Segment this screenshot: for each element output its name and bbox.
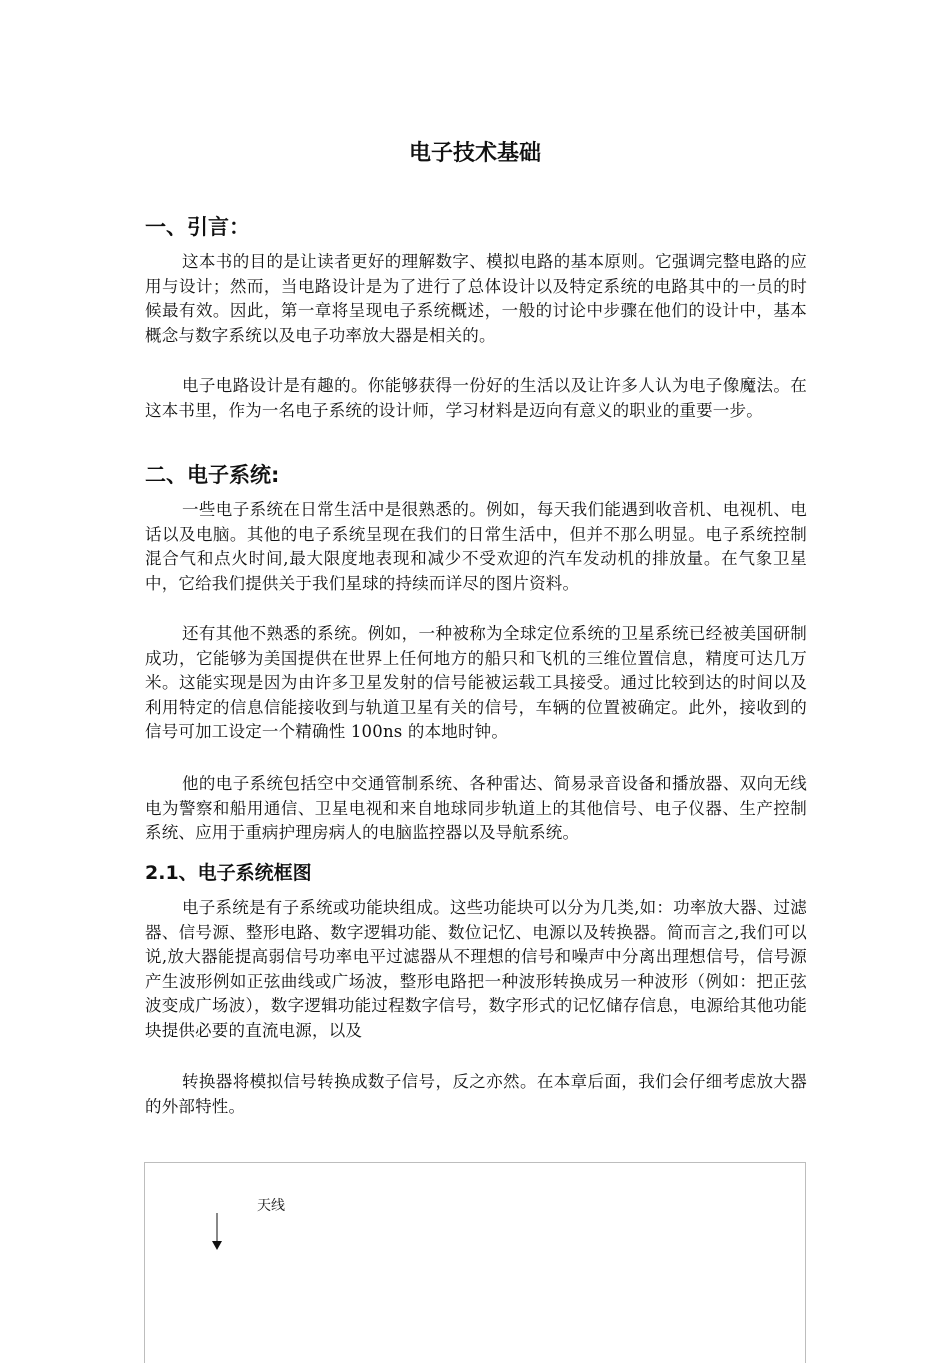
down-arrow-icon xyxy=(211,1213,223,1253)
paragraph: 还有其他不熟悉的系统。例如，一种被称为全球定位系统的卫星系统已经被美国研制成功，它能够为美国提供在世界上任何地方的船只和飞机的三维位置信息，精度可达几万米。这能实现是因为由许多卫星发射的信号能被运载工具接受。通过比较到达的时间以及利用特定的信息信能接收到与轨道卫星有关的信号，车辆的位置被确定。此外，接收到的信号可加工设定一个精确性 100ns 的本地时钟。 xyxy=(145,624,807,742)
section-heading-electronic-systems: 二、电子系统: xyxy=(145,463,280,487)
paragraph: 他的电子系统包括空中交通管制系统、各种雷达、简易录音设备和播放器、双向无线电为警察和船用通信、卫星电视和来自地球同步轨道上的其他信号、电子仪器、生产控制系统、应用于重病护理房病人的电脑监控器以及导航系统。 xyxy=(145,774,807,843)
paragraph: 这本书的目的是让读者更好的理解数字、模拟电路的基本原则。它强调完整电路的应用与设计；然而，当电路设计是为了进行了总体设计以及特定系统的电路其中的一员的时候最有效。因此，第一章将呈现电子系统概述，一般的讨论中步骤在他们的设计中，基本概念与数字系统以及电子功率放大器是相关的。 xyxy=(145,252,807,345)
antenna-label: 天线 xyxy=(257,1198,285,1214)
subsection-heading-block-diagram: 2.1、电子系统框图 xyxy=(145,862,312,884)
paragraph: 转换器将模拟信号转换成数子信号，反之亦然。在本章后面，我们会仔细考虑放大器的外部特性。 xyxy=(145,1072,807,1116)
section-heading-intro: 一、引言： xyxy=(145,215,250,239)
paragraph: 电子电路设计是有趣的。你能够获得一份好的生活以及让许多人认为电子像魔法。在这本书里，作为一名电子系统的设计师，学习材料是迈向有意义的职业的重要一步。 xyxy=(145,376,807,420)
block-diagram-figure xyxy=(144,1162,806,1363)
paragraph: 一些电子系统在日常生活中是很熟悉的。例如，每天我们能遇到收音机、电视机、电话以及电脑。其他的电子系统呈现在我们的日常生活中，但并不那么明显。电子系统控制混合气和点火时间,最大限度地表现和减少不受欢迎的汽车发动机的排放量。在气象卫星中，它给我们提供关于我们星球的持续而详尽的图片资料。 xyxy=(145,500,807,593)
paragraph: 电子系统是有子系统或功能块组成。这些功能块可以分为几类,如：功率放大器、过滤器、信号源、整形电路、数字逻辑功能、数位记忆、电源以及转换器。简而言之,我们可以说,放大器能提高弱信号功率电平过滤器从不理想的信号和噪声中分离出理想信号，信号源产生波形例如正弦曲线或广场波，整形电路把一种波形转换成另一种波形（例如：把正弦波变成广场波），数字逻辑功能过程数字信号，数字形式的记忆储存信息，电源给其他功能块提供必要的直流电源，以及 xyxy=(145,898,807,1040)
document-title: 电子技术基础 xyxy=(408,141,541,166)
